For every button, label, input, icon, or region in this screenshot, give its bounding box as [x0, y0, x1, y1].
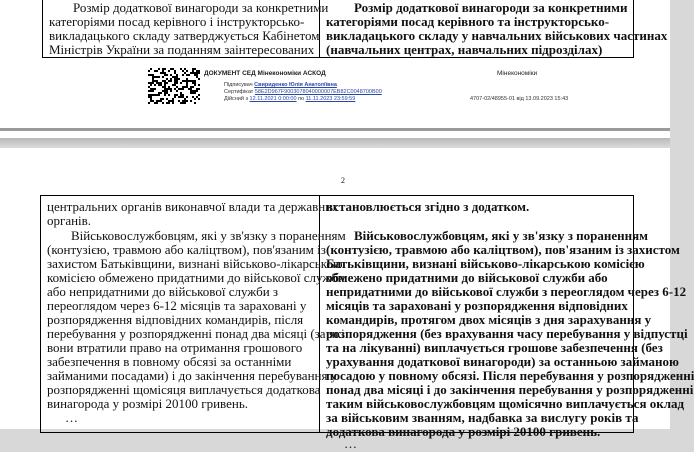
document-page-1: [0, 0, 670, 138]
text-line: за військовим званням, надбавка за вислугу років та: [326, 410, 639, 425]
text-line: переоглядом через 6-12 місяців та зараховані у: [47, 298, 307, 313]
text-line: або непридатними до військової служби з: [47, 284, 279, 299]
text-line: перебування у розпорядженні понад два місяці (за які: [47, 326, 345, 341]
current-text-column: [41, 196, 346, 432]
certificate-row: [224, 89, 382, 95]
text-line: розпорядженні щомісяця виплачується додаткова: [47, 382, 321, 397]
text-line: командирів, протягом двох місяців з дня зарахування у: [326, 312, 652, 327]
text-line: та на лікуванні) виплачується грошове забезпечення (без: [326, 340, 663, 355]
registration-number: 4707-02/48955-01 від 13.09.2023 15:43: [470, 96, 569, 102]
certificate-id: 58E2D967F9003078040000007EB82C0048700B00: [254, 89, 382, 95]
document-page-2: [0, 148, 694, 451]
text-line: категоріями посад керівного та інструкторсько-: [326, 14, 610, 29]
qr-code-icon: [148, 68, 200, 104]
ellipsis: …: [344, 436, 357, 451]
text-line: вони втратили право на отримання грошового: [47, 340, 303, 355]
text-line: займаними посадами) і до закінчення перебування у: [47, 368, 338, 383]
signature-title: ДОКУМЕНТ СЕД Мінекономіки АСКОД: [204, 70, 326, 77]
text-line: таким військовослужбовцям щомісячно виплачується оклад: [326, 396, 685, 411]
text-line: Розмір додаткової винагороди за конкретними: [73, 0, 329, 15]
text-line: винагорода у розмірі 20100 гривень.: [47, 396, 248, 411]
current-text-column: [43, 0, 329, 57]
text-line: Міністрів України за поданням заінтересованих: [49, 42, 315, 57]
text-line: викладацького складу затверджується Кабінетом: [49, 28, 320, 43]
comparison-table-page-1: [42, 0, 668, 58]
certificate-label: Сертифікат: [224, 89, 254, 95]
valid-to: 11.11.2023 23:59:59: [305, 96, 356, 102]
text-line: розпорядження відповідних командирів, після: [47, 312, 304, 327]
text-line: посадою у повному обсязі. Після перебування у розпорядженні: [326, 368, 694, 383]
comparison-table-page-2: [40, 195, 694, 451]
text-line: додаткова винагорода у розмірі 20100 гривень.: [326, 424, 601, 439]
proposed-text-column: [320, 0, 668, 57]
signer-label: Підписувач: [224, 82, 253, 88]
text-line: центральних органів виконавчої влади та державних: [47, 199, 339, 214]
valid-to-label: по: [298, 96, 305, 102]
page-number: 2: [341, 176, 345, 185]
text-line: (навчальних центрах, навчальних підрозділах): [326, 42, 603, 57]
text-line: урахування додаткової винагороди) за останньою займаною: [326, 354, 679, 369]
text-line: категоріями посад керівного і інструкторсько-: [49, 14, 305, 29]
text-line: (контузією, травмою або каліцтвом), пов'язаним із: [47, 242, 326, 257]
text-line: Військовослужбовцям, які у зв'язку з пораненням: [354, 228, 649, 243]
text-line: (контузією, травмою або каліцтвом), пов'язаним із захистом: [326, 242, 680, 257]
valid-from-label: Дійсний з: [224, 96, 249, 102]
ellipsis: …: [65, 410, 78, 425]
valid-from: 12.11.2021 0:00:00: [249, 96, 297, 102]
signature-org: Мінекономіки: [497, 70, 538, 77]
proposed-text-column: [320, 196, 694, 451]
text-line: понад два місяці і до закінчення перебування у розпорядженні: [326, 382, 694, 397]
text-line: Розмір додаткової винагороди за конкретними: [354, 0, 628, 15]
text-line: непридатними до військової служби з переоглядом через 6-12: [326, 284, 687, 299]
validity-row: [224, 96, 355, 102]
signer-name: Свириденко Юлія Анатоліївна: [254, 82, 337, 88]
text-line: встановлюється згідно з додатком.: [326, 199, 530, 214]
text-line: комісією обмежено придатними до військової служби: [47, 270, 345, 285]
text-line: органів.: [47, 213, 92, 228]
text-line: Батьківщини, визнані військово-лікарською комісією: [326, 256, 645, 271]
text-line: місяців та зараховані у розпорядження відповідних: [326, 298, 628, 313]
page-footer-rule: [0, 128, 670, 131]
text-line: Військовослужбовцям, які у зв'язку з пораненням: [71, 228, 346, 243]
signer-row: [224, 82, 337, 88]
text-line: розпорядження (без врахування часу перебування у відпустці: [326, 326, 688, 341]
page-gap: [0, 138, 670, 148]
text-line: захистом Батьківщини, визнані військово-лікарською: [47, 256, 343, 271]
text-line: викладацького складу у навчальних військових частинах: [326, 28, 668, 43]
text-line: забезпечення в повному обсязі за останніми: [47, 354, 292, 369]
text-line: обмежено придатними до військової служби або: [326, 270, 608, 285]
